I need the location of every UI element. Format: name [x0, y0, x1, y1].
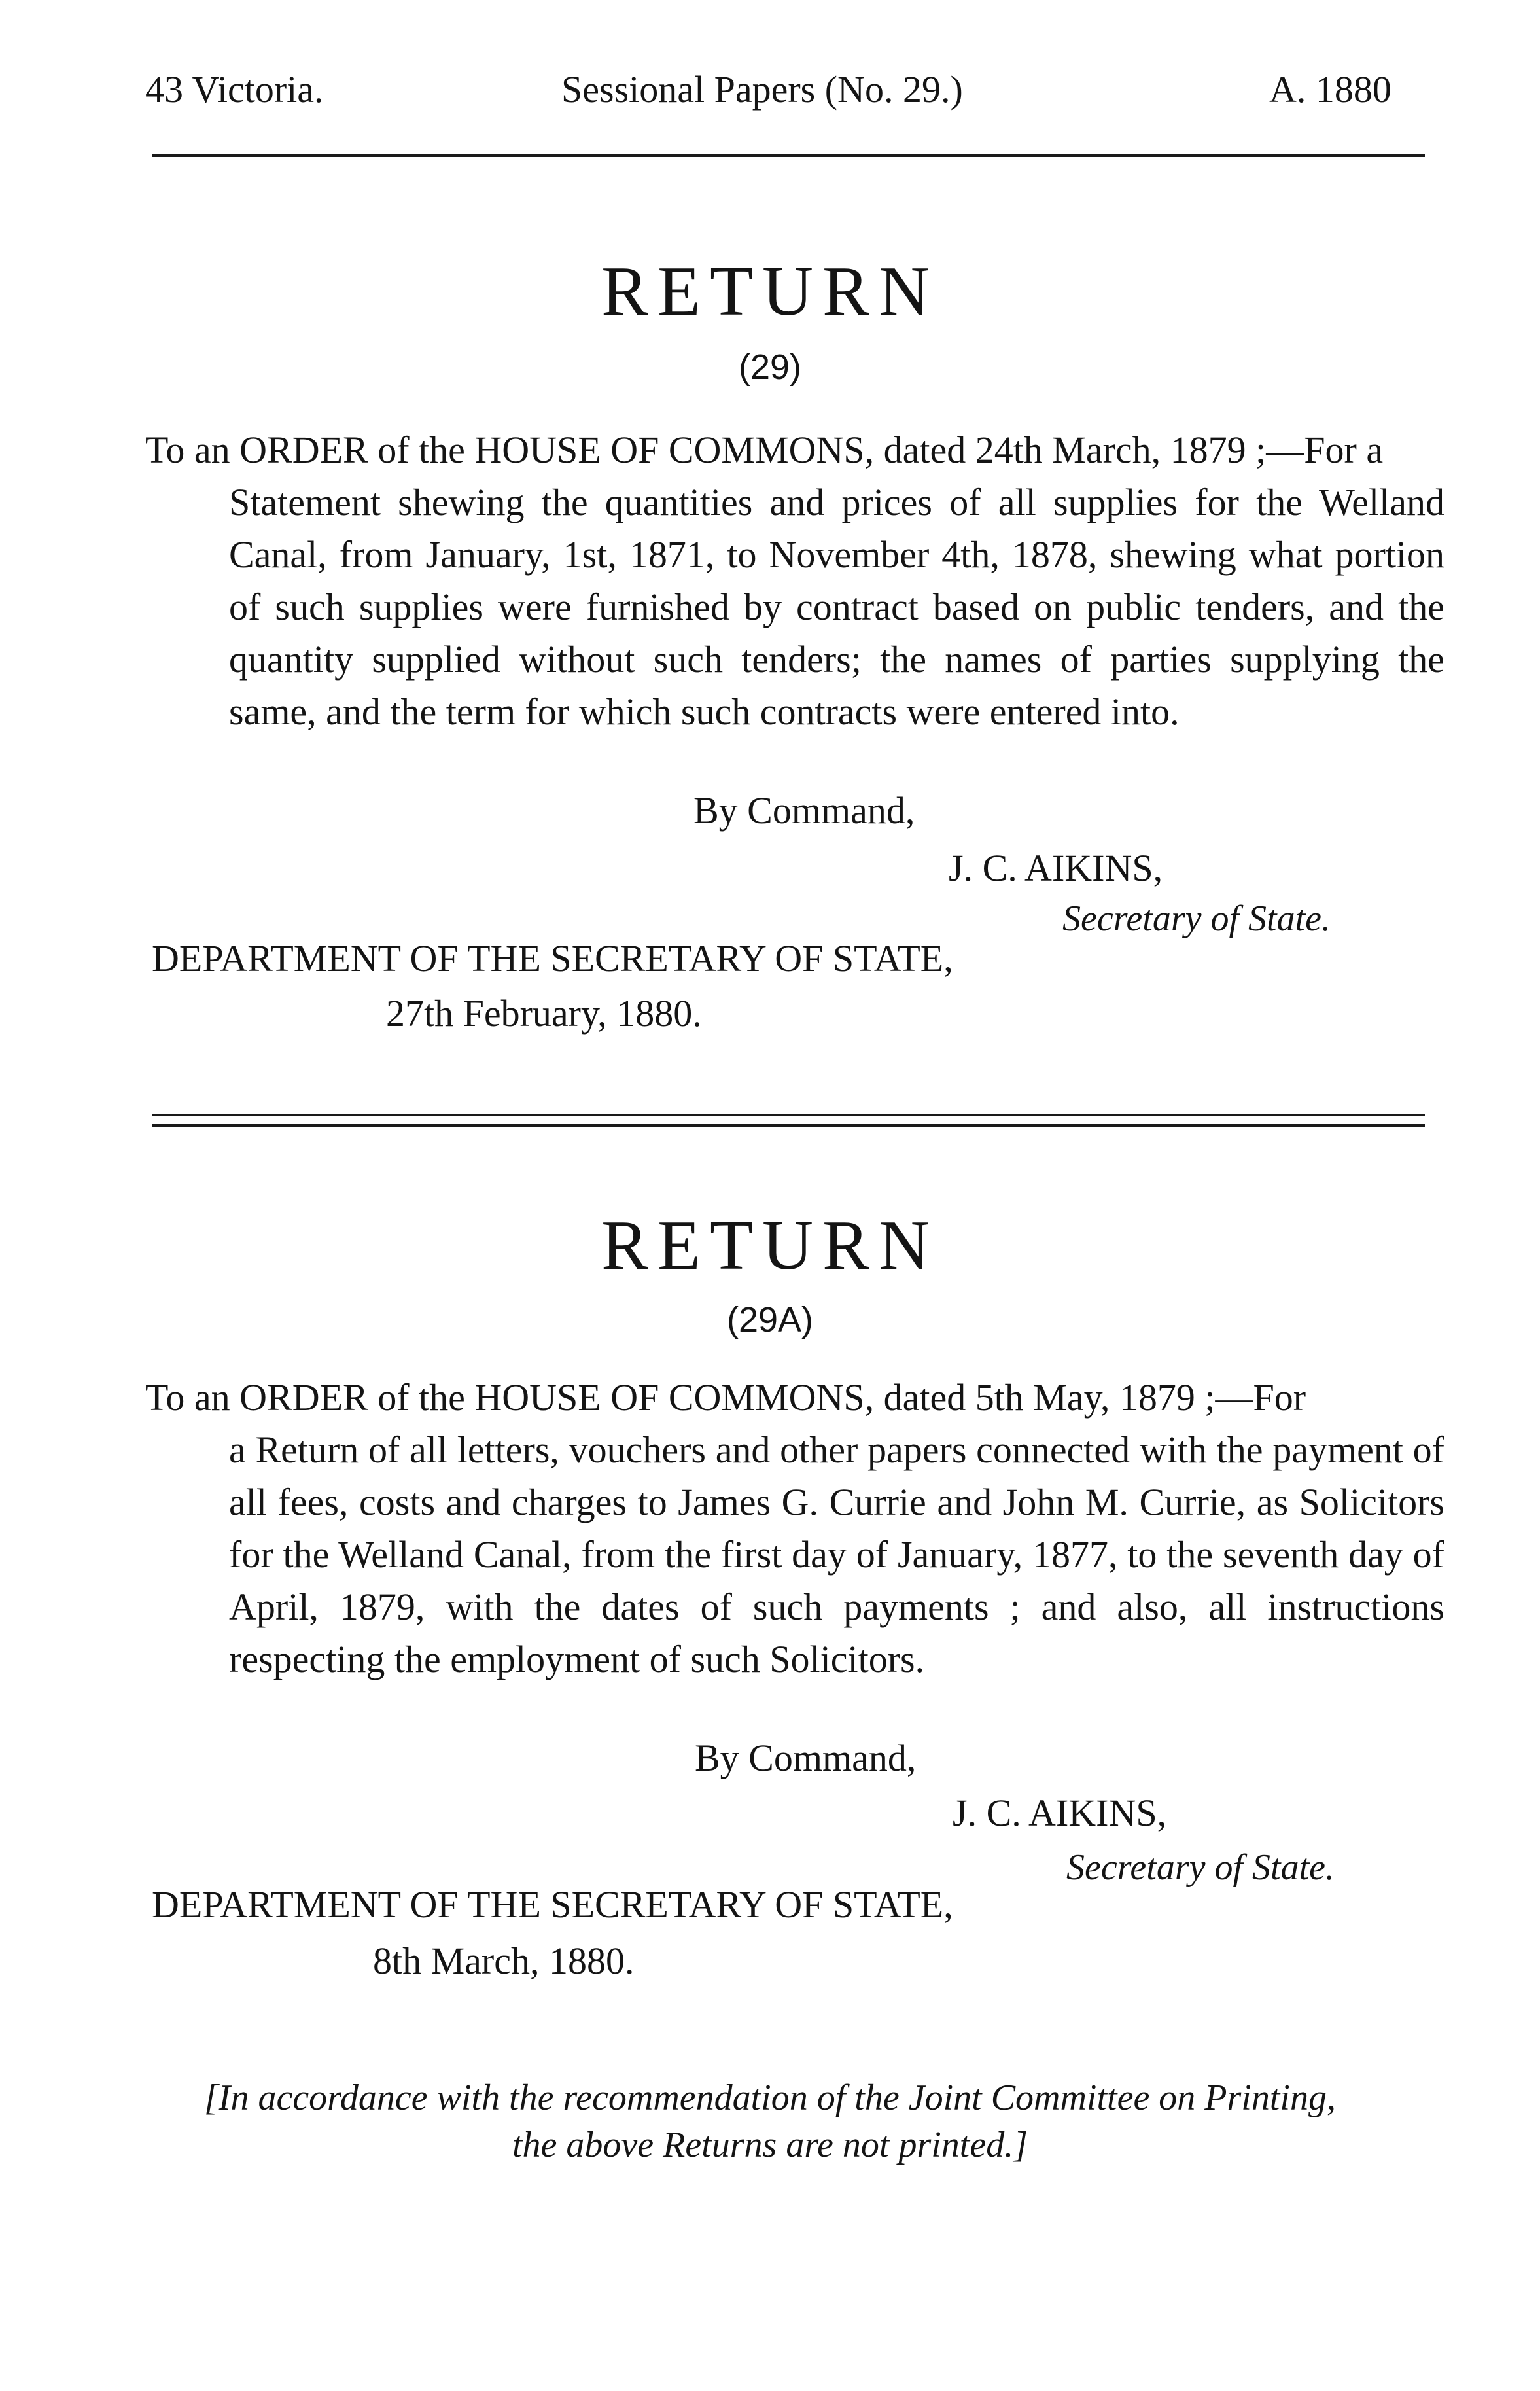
- header-year: A. 1880: [1269, 68, 1391, 111]
- return-29-order: [145, 424, 1444, 738]
- return-29a-department: DEPARTMENT OF THE SECRETARY OF STATE,: [152, 1883, 953, 1926]
- return-29-date: 27th February, 1880.: [386, 992, 702, 1035]
- return-29-order-first-line: To an ORDER of the HOUSE OF COMMONS, dated 24th March, 1879 ;—For a: [145, 429, 1384, 471]
- return-29a-order-body: a Return of all letters, vouchers and other papers connected with the payment of all fees, costs and charges to James G. Currie and John M. Currie, as Solicitors for the Welland Canal, from the first day of January, 1877, to the seventh day of April, 1879, with the dates of such payments ; and also, all instructions respecting the employment of such Solicitors.: [229, 1428, 1444, 1680]
- return-29a-title: RETURN: [601, 1207, 939, 1284]
- return-29-title: RETURN: [601, 253, 939, 330]
- footnote-line-2: the above Returns are not printed.]: [512, 2125, 1028, 2165]
- footnote-line-1: [In accordance with the recommendation of the Joint Committee on Printing,: [204, 2078, 1336, 2118]
- header-rule: [152, 154, 1425, 157]
- section-divider: [152, 1114, 1425, 1127]
- return-29a-order: [145, 1372, 1444, 1686]
- return-29-by-command: By Command,: [693, 789, 915, 832]
- return-29a-by-command: By Command,: [695, 1737, 917, 1779]
- return-29-order-body: Statement shewing the quantities and prices of all supplies for the Welland Canal, from January, 1st, 1871, to November 4th, 1878, shewing what portion of such supplies were furnished by contract based on public tenders, and the quantity supplied without such tenders; the names of parties supplying the same, and the term for which such contracts were entered into.: [229, 481, 1444, 733]
- footnote: [0, 2074, 1540, 2169]
- return-29-office: Secretary of State.: [1062, 898, 1331, 939]
- return-29-signatory: J. C. AIKINS,: [949, 847, 1163, 889]
- header-volume: 43 Victoria.: [145, 68, 324, 111]
- return-29a-date: 8th March, 1880.: [373, 1939, 635, 1982]
- return-29a-signatory: J. C. AIKINS,: [953, 1792, 1167, 1834]
- header-sessional-papers: Sessional Papers (No. 29.): [561, 68, 963, 111]
- return-29a-number: (29A): [726, 1300, 814, 1339]
- return-29-department: DEPARTMENT OF THE SECRETARY OF STATE,: [152, 937, 953, 980]
- return-29a-order-first-line: To an ORDER of the HOUSE OF COMMONS, dated 5th May, 1879 ;—For: [145, 1376, 1306, 1419]
- return-29-number: (29): [738, 347, 802, 387]
- return-29a-office: Secretary of State.: [1066, 1847, 1335, 1888]
